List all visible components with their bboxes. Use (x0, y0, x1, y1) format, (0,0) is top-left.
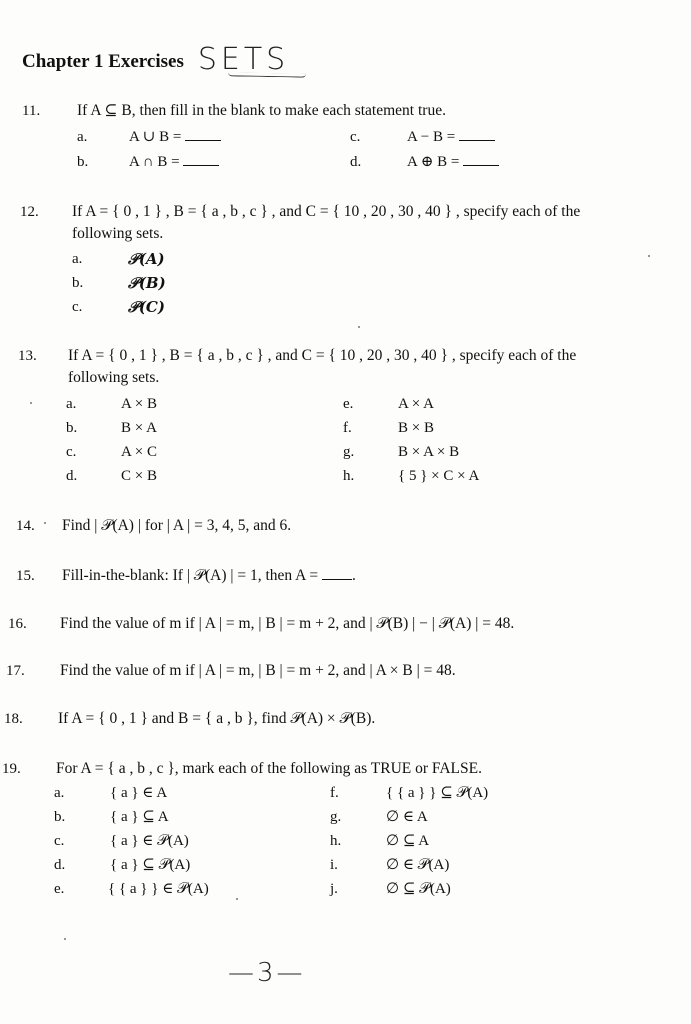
item-letter: f. (343, 420, 352, 436)
scan-speck (64, 938, 66, 940)
problem-stem: Find | 𝒫(A) | for | A | = 3, 4, 5, and 6. (62, 517, 292, 534)
scan-speck (44, 522, 46, 524)
answer-blank (322, 565, 352, 580)
item-expression: B × B (398, 420, 434, 436)
item-letter: d. (350, 154, 362, 170)
problem-12 (20, 200, 670, 320)
problem-number: 19. (2, 761, 21, 777)
item-expression: { a } ⊆ A (110, 809, 169, 825)
item-expression: ∅ ⊆ A (386, 833, 430, 849)
item-letter: b. (66, 420, 78, 436)
item-expression: A − B = (407, 125, 495, 149)
item-letter: f. (330, 785, 339, 801)
item-expression: 𝒫(B) (128, 274, 166, 292)
item-expression: { 5 } × C × A (398, 468, 480, 484)
problem-number: 18. (4, 711, 23, 727)
problem-stem: Fill-in-the-blank: If | 𝒫(A) | = 1, then A = . (62, 567, 356, 584)
item-letter: h. (343, 468, 355, 484)
scan-speck (648, 255, 650, 257)
problem-number: 14. (16, 518, 35, 534)
item-expression: 𝒫(A) (128, 250, 165, 268)
item-letter: j. (330, 881, 338, 897)
item-expression: B × A (121, 420, 157, 436)
problem-18 (4, 707, 664, 731)
problem-stem: If A ⊆ B, then fill in the blank to make each statement true. (77, 102, 446, 119)
problem-number: 11. (22, 103, 41, 119)
item-letter: a. (77, 129, 88, 145)
chapter-title: Chapter 1 Exercises (22, 51, 184, 72)
item-letter: c. (72, 299, 83, 315)
problem-stem-line-2: following sets. (68, 369, 160, 386)
item-letter: c. (350, 129, 361, 145)
item-letter: b. (54, 809, 66, 825)
page-number: —3— (228, 958, 306, 988)
item-expression: A ∪ B = (129, 125, 221, 149)
problem-number: 17. (6, 663, 25, 679)
item-expression: B × A × B (398, 444, 460, 460)
item-letter: i. (330, 857, 338, 873)
item-expression: A ∩ B = (129, 150, 219, 174)
item-expression: ∅ ⊆ 𝒫(A) (386, 881, 451, 897)
problem-stem-line-1: If A = { 0 , 1 } , B = { a , b , c } , and C = { 10 , 20 , 30 , 40 } , specify each of the (72, 203, 581, 220)
page-header (22, 40, 289, 75)
scan-speck (358, 326, 360, 328)
item-letter: g. (330, 809, 342, 825)
item-expression: ∅ ∈ 𝒫(A) (386, 857, 450, 873)
scan-speck (30, 402, 32, 404)
item-letter: d. (66, 468, 78, 484)
problem-stem: Find the value of m if | A | = m, | B | = m + 2, and | 𝒫(B) | − | 𝒫(A) | = 48. (60, 615, 515, 632)
item-letter: h. (330, 833, 342, 849)
answer-blank (463, 151, 499, 166)
item-expression: ∅ ∈ A (386, 809, 428, 825)
item-letter: g. (343, 444, 355, 460)
item-letter: e. (343, 396, 354, 412)
item-letter: a. (72, 251, 83, 267)
item-letter: a. (66, 396, 77, 412)
item-letter: b. (77, 154, 89, 170)
problem-stem: Find the value of m if | A | = m, | B | = m + 2, and | A × B | = 48. (60, 662, 456, 679)
problem-15 (16, 564, 666, 588)
problem-19 (2, 757, 662, 907)
item-expression: A ⊕ B = (407, 150, 499, 174)
problem-14 (16, 514, 666, 538)
problem-13 (18, 344, 668, 494)
item-expression: { a } ∈ A (110, 785, 168, 801)
problem-number: 16. (8, 616, 27, 632)
item-letter: c. (66, 444, 77, 460)
item-letter: b. (72, 275, 84, 291)
item-letter: a. (54, 785, 65, 801)
item-expression: A × C (121, 444, 157, 460)
item-expression: { a } ⊆ 𝒫(A) (110, 857, 191, 873)
answer-blank (459, 126, 495, 141)
item-expression: C × B (121, 468, 157, 484)
item-expression: { a } ∈ 𝒫(A) (110, 833, 189, 849)
answer-blank (183, 151, 219, 166)
item-expression: A × A (398, 396, 434, 412)
item-expression: 𝒫(C) (128, 298, 165, 316)
problem-stem: For A = { a , b , c }, mark each of the following as TRUE or FALSE. (56, 760, 482, 777)
problem-number: 15. (16, 568, 35, 584)
item-expression: { { a } } ∈ 𝒫(A) (108, 881, 209, 897)
answer-blank (185, 126, 221, 141)
problem-11 (22, 99, 662, 179)
problem-stem-line-2: following sets. (72, 225, 164, 242)
item-letter: e. (54, 881, 65, 897)
problem-16 (8, 612, 668, 636)
problem-stem: If A = { 0 , 1 } and B = { a , b }, find 𝒫(A) × 𝒫(B). (58, 710, 376, 727)
problem-number: 13. (18, 348, 37, 364)
problem-stem-line-1: If A = { 0 , 1 } , B = { a , b , c } , and C = { 10 , 20 , 30 , 40 } , specify each of the (68, 347, 577, 364)
item-expression: A × B (121, 396, 157, 412)
scan-speck (236, 898, 238, 900)
item-expression: { { a } } ⊆ 𝒫(A) (386, 785, 489, 801)
handwritten-title: SETS (197, 42, 290, 77)
item-letter: d. (54, 857, 66, 873)
item-letter: c. (54, 833, 65, 849)
problem-number: 12. (20, 204, 39, 220)
problem-17 (6, 659, 666, 683)
